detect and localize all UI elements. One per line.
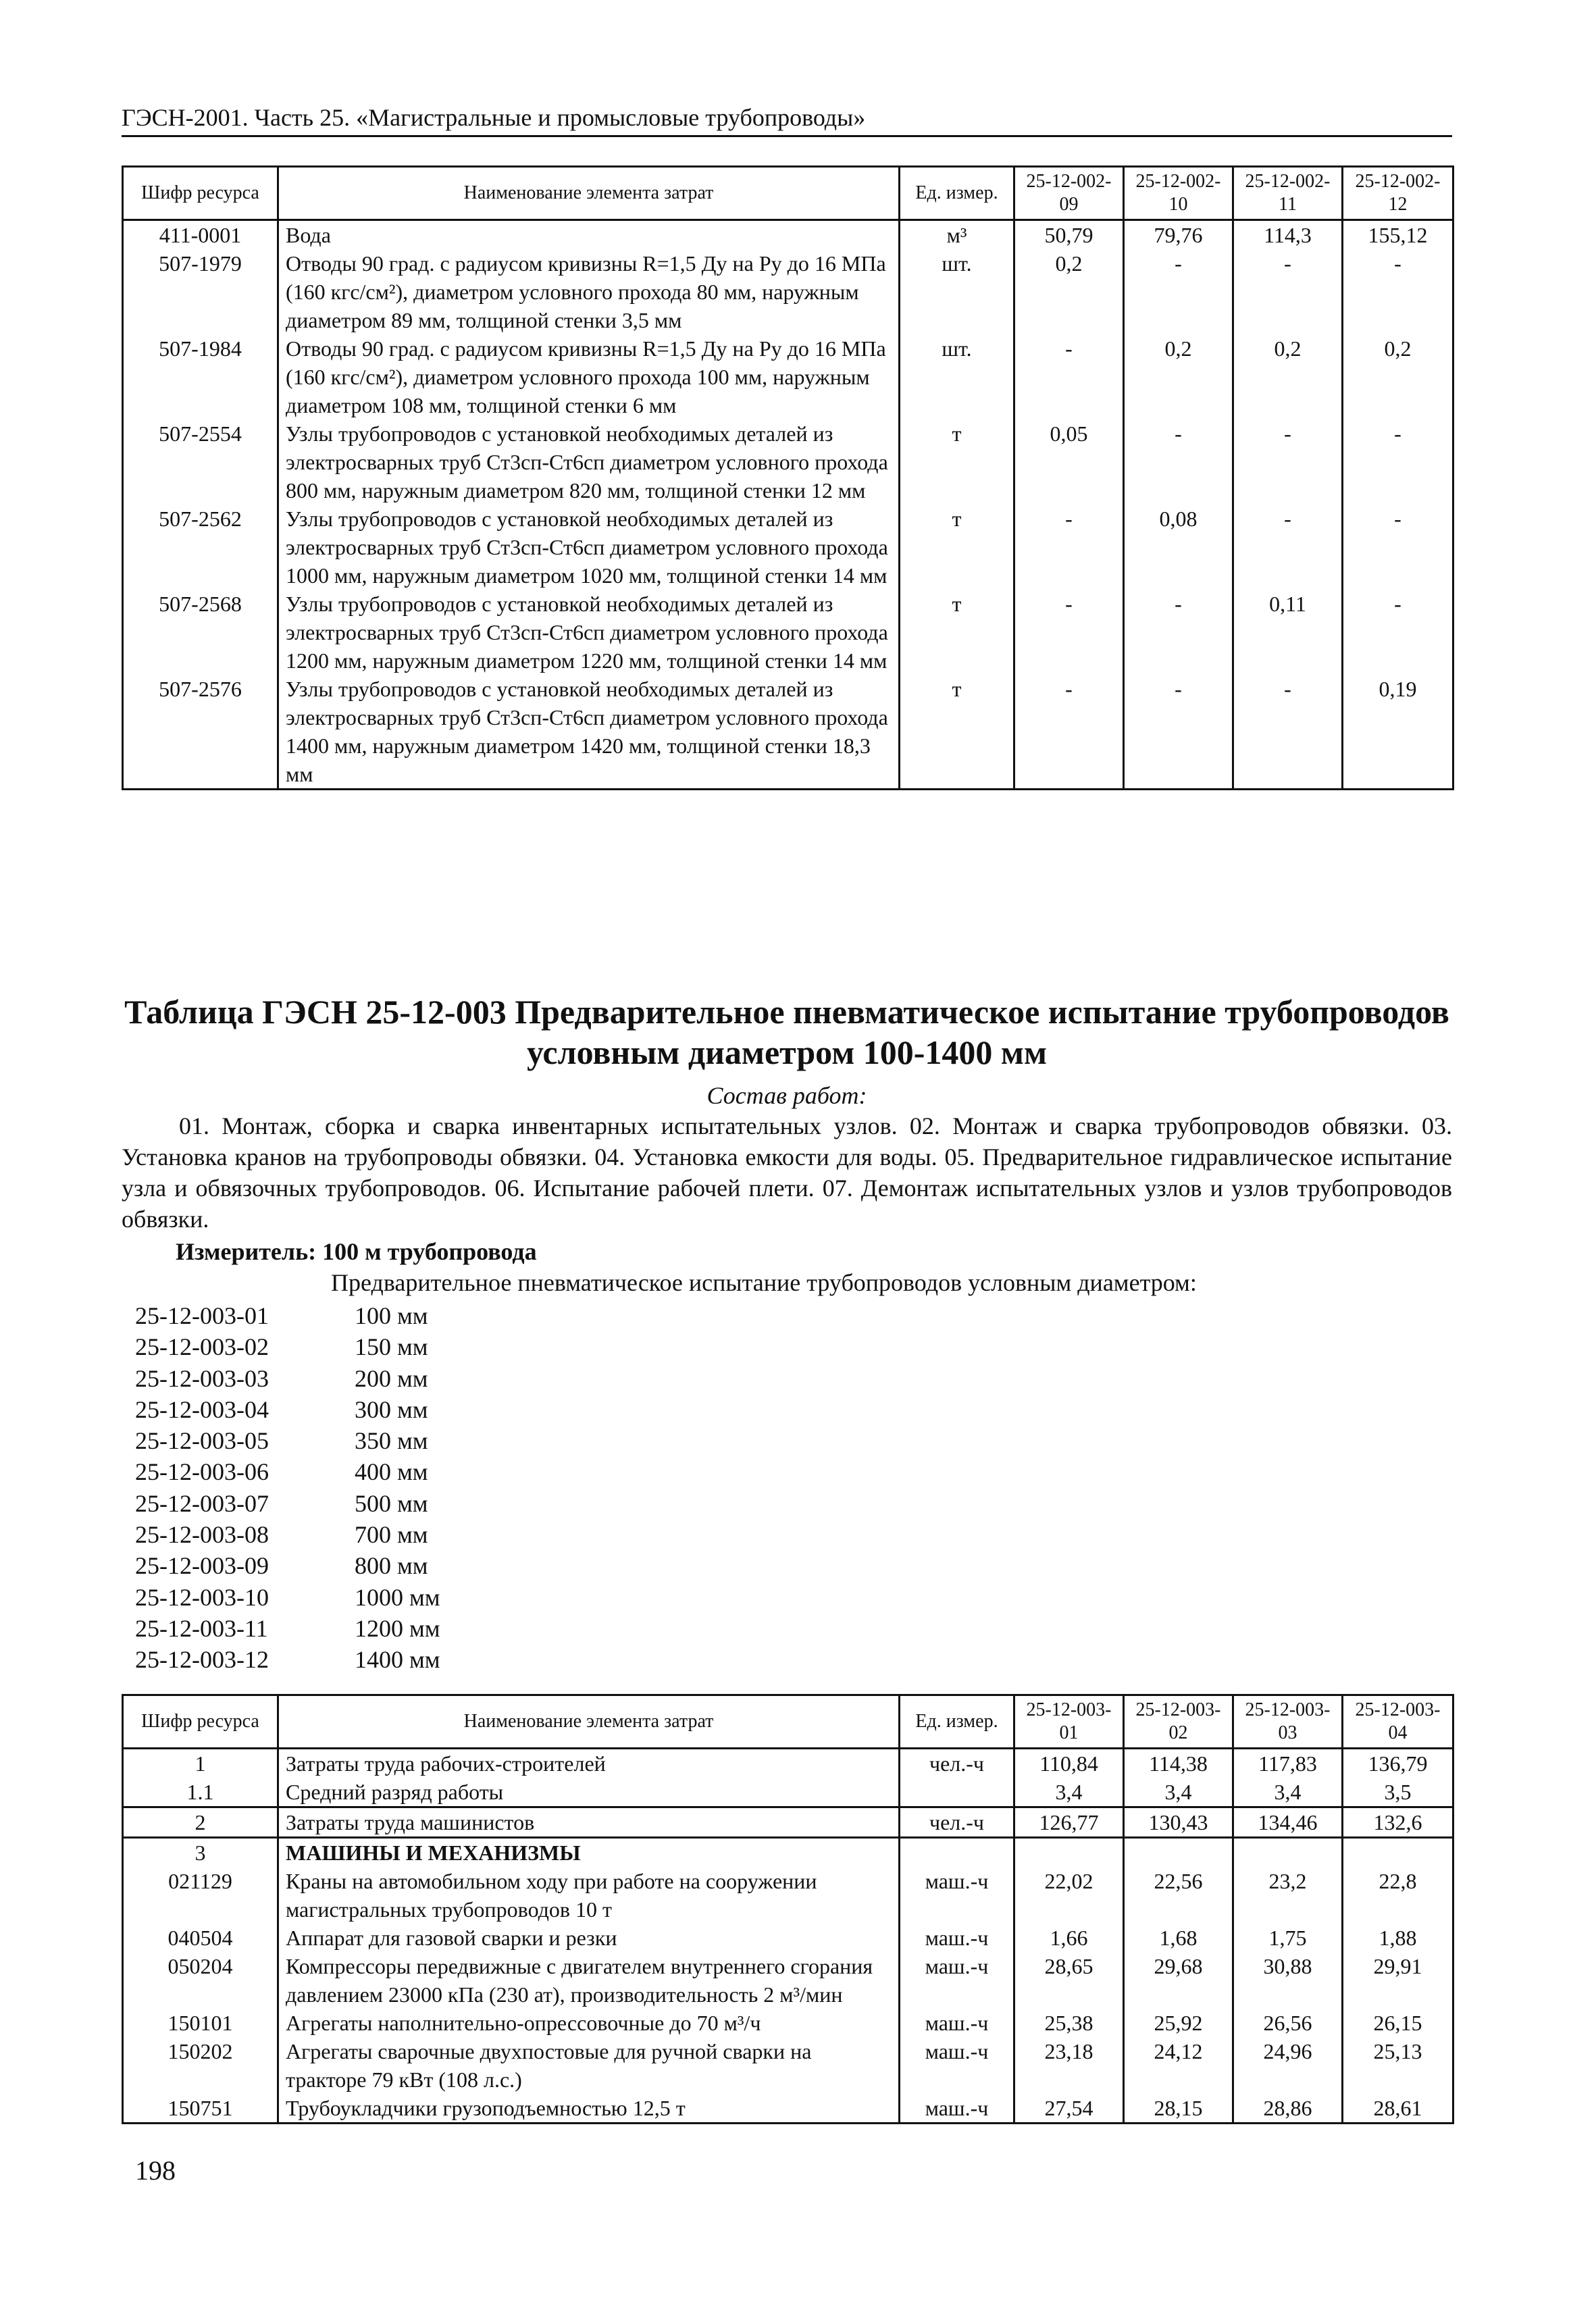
table-row	[123, 1867, 1453, 1924]
unit: маш.-ч	[900, 2094, 1014, 2124]
value-cell: -	[1343, 590, 1453, 675]
table-header-row	[123, 1695, 1453, 1749]
variant-diameter: 300 мм	[355, 1395, 428, 1423]
header-col: 25-12-002-09	[1014, 167, 1124, 220]
header-code: Шифр ресурса	[123, 1695, 278, 1749]
header-col: 25-12-002-12	[1343, 167, 1453, 220]
cost-element-name: Агрегаты сварочные двухпостовые для ручной сварки на тракторе 79 кВт (108 л.с.)	[278, 2037, 900, 2094]
value-cell: 117,83	[1233, 1749, 1343, 1778]
unit: шт.	[900, 334, 1014, 419]
list-item	[135, 1488, 440, 1519]
variant-code: 25-12-003-05	[135, 1427, 269, 1455]
cost-element-name: Вода	[278, 220, 900, 250]
unit	[900, 1778, 1014, 1807]
value-cell: 28,65	[1014, 1952, 1124, 2009]
header-code: Шифр ресурса	[123, 167, 278, 220]
variant-code: 25-12-003-11	[135, 1614, 268, 1642]
value-cell: 22,02	[1014, 1867, 1124, 1924]
variant-code: 25-12-003-12	[135, 1646, 269, 1674]
resource-code: 507-2562	[123, 505, 278, 590]
value-cell: -	[1014, 590, 1124, 675]
value-cell: 3,5	[1343, 1778, 1453, 1807]
variant-diameter: 100 мм	[355, 1302, 428, 1329]
value-cell: 0,11	[1233, 590, 1343, 675]
header-col: 25-12-003-03	[1233, 1695, 1343, 1749]
value-cell	[1124, 1838, 1233, 1868]
resource-code: 411-0001	[123, 220, 278, 250]
value-cell: -	[1124, 590, 1233, 675]
variant-code: 25-12-003-06	[135, 1458, 269, 1486]
list-item	[135, 1300, 440, 1331]
list-item	[135, 1331, 440, 1362]
value-cell: -	[1014, 675, 1124, 790]
resource-code: 507-2568	[123, 590, 278, 675]
cost-element-name: Агрегаты наполнительно-опрессовочные до 70 м³/ч	[278, 2009, 900, 2037]
table-row	[123, 220, 1453, 250]
value-cell: -	[1124, 249, 1233, 334]
table-header-row	[123, 167, 1453, 220]
header-unit: Ед. измер.	[900, 167, 1014, 220]
variant-code: 25-12-003-08	[135, 1521, 269, 1549]
table-row	[123, 675, 1453, 790]
header-name: Наименование элемента затрат	[278, 1695, 900, 1749]
header-col: 25-12-002-10	[1124, 167, 1233, 220]
resource-code: 507-1984	[123, 334, 278, 419]
value-cell: 28,15	[1124, 2094, 1233, 2124]
variant-diameter: 1200 мм	[355, 1614, 440, 1642]
value-cell: 136,79	[1343, 1749, 1453, 1778]
list-item	[135, 1425, 440, 1456]
list-item	[135, 1613, 440, 1644]
unit: шт.	[900, 249, 1014, 334]
value-cell: 0,2	[1124, 334, 1233, 419]
header-unit: Ед. измер.	[900, 1695, 1014, 1749]
variant-code: 25-12-003-10	[135, 1583, 269, 1611]
variant-code: 25-12-003-09	[135, 1552, 269, 1580]
table-row	[123, 249, 1453, 334]
resource-code: 1.1	[123, 1778, 278, 1807]
value-cell: 28,61	[1343, 2094, 1453, 2124]
list-item	[135, 1550, 440, 1581]
cost-element-name: Краны на автомобильном ходу при работе на сооружении магистральных трубопроводов 10 т	[278, 1867, 900, 1924]
value-cell: 26,15	[1343, 2009, 1453, 2037]
variant-code: 25-12-003-02	[135, 1333, 269, 1361]
value-cell: 23,2	[1233, 1867, 1343, 1924]
variant-code: 25-12-003-07	[135, 1489, 269, 1517]
resource-code: 2	[123, 1807, 278, 1838]
value-cell: 50,79	[1014, 220, 1124, 250]
resource-table-003	[122, 1694, 1454, 2124]
cost-element-name: Отводы 90 град. с радиусом кривизны R=1,5 Ду на Ру до 16 МПа (160 кгс/см²), диаметром условного прохода 100 мм, наружным диаметром 108 мм, толщиной стенки 6 мм	[278, 334, 900, 419]
value-cell	[1014, 1838, 1124, 1868]
cost-element-name: Узлы трубопроводов с установкой необходимых деталей из электросварных труб Ст3сп-Ст6сп диаметром условного прохода 1000 мм, наружным диаметром 1020 мм, толщиной стенки 14 мм	[278, 505, 900, 590]
resource-code: 021129	[123, 1867, 278, 1924]
value-cell: 0,2	[1233, 334, 1343, 419]
value-cell: 134,46	[1233, 1807, 1343, 1838]
table-row	[123, 1924, 1453, 1952]
cost-element-name: Узлы трубопроводов с установкой необходимых деталей из электросварных труб Ст3сп-Ст6сп диаметром условного прохода 1200 мм, наружным диаметром 1220 мм, толщиной стенки 14 мм	[278, 590, 900, 675]
value-cell: 25,92	[1124, 2009, 1233, 2037]
header-col: 25-12-003-02	[1124, 1695, 1233, 1749]
table-row	[123, 2094, 1453, 2124]
value-cell: 110,84	[1014, 1749, 1124, 1778]
table-row	[123, 590, 1453, 675]
table-row	[123, 1749, 1453, 1778]
table-row	[123, 2037, 1453, 2094]
resource-table-002	[122, 165, 1454, 790]
measure-unit: Измеритель: 100 м трубопровода	[176, 1238, 537, 1265]
resource-code: 150101	[123, 2009, 278, 2037]
resource-code: 150751	[123, 2094, 278, 2124]
value-cell: 0,19	[1343, 675, 1453, 790]
unit: т	[900, 419, 1014, 505]
variant-diameter: 800 мм	[355, 1552, 428, 1580]
resource-code: 1	[123, 1749, 278, 1778]
value-cell: 29,68	[1124, 1952, 1233, 2009]
table-row	[123, 505, 1453, 590]
cost-element-name: МАШИНЫ И МЕХАНИЗМЫ	[278, 1838, 900, 1868]
resource-code: 507-2576	[123, 675, 278, 790]
value-cell: 1,68	[1124, 1924, 1233, 1952]
page-number: 198	[135, 2155, 176, 2186]
resource-code: 3	[123, 1838, 278, 1868]
variant-code: 25-12-003-04	[135, 1395, 269, 1423]
variant-diameter: 350 мм	[355, 1427, 428, 1455]
value-cell: 0,08	[1124, 505, 1233, 590]
resource-code: 507-2554	[123, 419, 278, 505]
list-item	[135, 1394, 440, 1425]
table-row	[123, 1838, 1453, 1868]
value-cell: -	[1343, 419, 1453, 505]
unit: м³	[900, 220, 1014, 250]
list-item	[135, 1582, 440, 1613]
running-header: ГЭСН-2001. Часть 25. «Магистральные и промысловые трубопроводы»	[122, 101, 1452, 137]
composition-caption: Состав работ:	[706, 1082, 867, 1109]
value-cell: 1,66	[1014, 1924, 1124, 1952]
value-cell: -	[1343, 249, 1453, 334]
value-cell: 30,88	[1233, 1952, 1343, 2009]
header-name: Наименование элемента затрат	[278, 167, 900, 220]
value-cell: 155,12	[1343, 220, 1453, 250]
cost-element-name: Узлы трубопроводов с установкой необходимых деталей из электросварных труб Ст3сп-Ст6сп диаметром условного прохода 800 мм, наружным диаметром 820 мм, толщиной стенки 12 мм	[278, 419, 900, 505]
variant-code: 25-12-003-01	[135, 1302, 269, 1329]
value-cell: 23,18	[1014, 2037, 1124, 2094]
value-cell: -	[1233, 675, 1343, 790]
table-row	[123, 334, 1453, 419]
cost-element-name: Узлы трубопроводов с установкой необходимых деталей из электросварных труб Ст3сп-Ст6сп диаметром условного прохода 1400 мм, наружным диаметром 1420 мм, толщиной стенки 18,3 мм	[278, 675, 900, 790]
unit: т	[900, 590, 1014, 675]
value-cell: 114,3	[1233, 220, 1343, 250]
unit: маш.-ч	[900, 2037, 1014, 2094]
value-cell: 0,2	[1343, 334, 1453, 419]
unit: маш.-ч	[900, 1867, 1014, 1924]
value-cell	[1233, 1838, 1343, 1868]
value-cell: 1,88	[1343, 1924, 1453, 1952]
value-cell: 0,2	[1014, 249, 1124, 334]
cost-element-name: Трубоукладчики грузоподъемностью 12,5 т	[278, 2094, 900, 2124]
table-row	[123, 1778, 1453, 1807]
list-item	[135, 1363, 440, 1394]
value-cell: -	[1124, 675, 1233, 790]
cost-element-name: Отводы 90 град. с радиусом кривизны R=1,5 Ду на Ру до 16 МПа (160 кгс/см²), диаметром условного прохода 80 мм, наружным диаметром 89 мм, толщиной стенки 3,5 мм	[278, 249, 900, 334]
value-cell: 0,05	[1014, 419, 1124, 505]
list-item	[135, 1644, 440, 1675]
value-cell: 1,75	[1233, 1924, 1343, 1952]
value-cell: -	[1233, 419, 1343, 505]
value-cell: 130,43	[1124, 1807, 1233, 1838]
variants-list	[135, 1300, 440, 1676]
cost-element-name: Аппарат для газовой сварки и резки	[278, 1924, 900, 1952]
variant-diameter: 700 мм	[355, 1521, 428, 1549]
variant-diameter: 1000 мм	[355, 1583, 440, 1611]
variant-diameter: 200 мм	[355, 1364, 428, 1392]
value-cell: 3,4	[1124, 1778, 1233, 1807]
unit: чел.-ч	[900, 1807, 1014, 1838]
value-cell: 29,91	[1343, 1952, 1453, 2009]
resource-code: 050204	[123, 1952, 278, 2009]
value-cell: 28,86	[1233, 2094, 1343, 2124]
value-cell: -	[1233, 505, 1343, 590]
value-cell: -	[1124, 419, 1233, 505]
header-col: 25-12-003-01	[1014, 1695, 1124, 1749]
list-item	[135, 1519, 440, 1550]
resource-code: 507-1979	[123, 249, 278, 334]
unit: маш.-ч	[900, 1924, 1014, 1952]
variant-diameter: 400 мм	[355, 1458, 428, 1486]
value-cell: 24,12	[1124, 2037, 1233, 2094]
table-row	[123, 1807, 1453, 1838]
cost-element-name: Затраты труда рабочих-строителей	[278, 1749, 900, 1778]
value-cell: -	[1014, 505, 1124, 590]
list-item	[135, 1456, 440, 1487]
unit: т	[900, 675, 1014, 790]
unit: маш.-ч	[900, 1952, 1014, 2009]
header-col: 25-12-002-11	[1233, 167, 1343, 220]
resource-code: 150202	[123, 2037, 278, 2094]
table-row	[123, 2009, 1453, 2037]
value-cell: -	[1014, 334, 1124, 419]
unit	[900, 1838, 1014, 1868]
value-cell: 22,8	[1343, 1867, 1453, 1924]
variant-code: 25-12-003-03	[135, 1364, 269, 1392]
variants-intro: Предварительное пневматическое испытание трубопроводов условным диаметром:	[331, 1269, 1197, 1296]
variant-diameter: 150 мм	[355, 1333, 428, 1361]
table-row	[123, 419, 1453, 505]
unit: чел.-ч	[900, 1749, 1014, 1778]
unit: маш.-ч	[900, 2009, 1014, 2037]
value-cell: 79,76	[1124, 220, 1233, 250]
cost-element-name: Затраты труда машинистов	[278, 1807, 900, 1838]
unit: т	[900, 505, 1014, 590]
value-cell	[1343, 1838, 1453, 1868]
cost-element-name: Средний разряд работы	[278, 1778, 900, 1807]
resource-code: 040504	[123, 1924, 278, 1952]
value-cell: 25,13	[1343, 2037, 1453, 2094]
value-cell: 126,77	[1014, 1807, 1124, 1838]
value-cell: -	[1343, 505, 1453, 590]
table-title: Таблица ГЭСН 25-12-003 Предварительное пневматическое испытание трубопроводов условным диаметром 100-1400 мм	[124, 993, 1449, 1071]
composition-text: 01. Монтаж, сборка и сварка инвентарных испытательных узлов. 02. Монтаж и сварка трубопроводов обвязки. 03. Установка кранов на трубопроводы обвязки. 04. Установка емкости для воды. 05. Предварительное гидравлическое испытание узла и обвязочных трубопроводов. 06. Испытание рабочей плети. 07. Демонтаж испытательных узлов и узлов трубопроводов обвязки.	[122, 1112, 1452, 1233]
header-col: 25-12-003-04	[1343, 1695, 1453, 1749]
variant-diameter: 1400 мм	[355, 1646, 440, 1674]
value-cell: 114,38	[1124, 1749, 1233, 1778]
value-cell: 24,96	[1233, 2037, 1343, 2094]
value-cell: -	[1233, 249, 1343, 334]
variant-diameter: 500 мм	[355, 1489, 428, 1517]
value-cell: 22,56	[1124, 1867, 1233, 1924]
value-cell: 25,38	[1014, 2009, 1124, 2037]
cost-element-name: Компрессоры передвижные с двигателем внутреннего сгорания давлением 23000 кПа (230 ат), производительность 2 м³/мин	[278, 1952, 900, 2009]
value-cell: 26,56	[1233, 2009, 1343, 2037]
value-cell: 3,4	[1014, 1778, 1124, 1807]
value-cell: 132,6	[1343, 1807, 1453, 1838]
value-cell: 3,4	[1233, 1778, 1343, 1807]
table-row	[123, 1952, 1453, 2009]
value-cell: 27,54	[1014, 2094, 1124, 2124]
